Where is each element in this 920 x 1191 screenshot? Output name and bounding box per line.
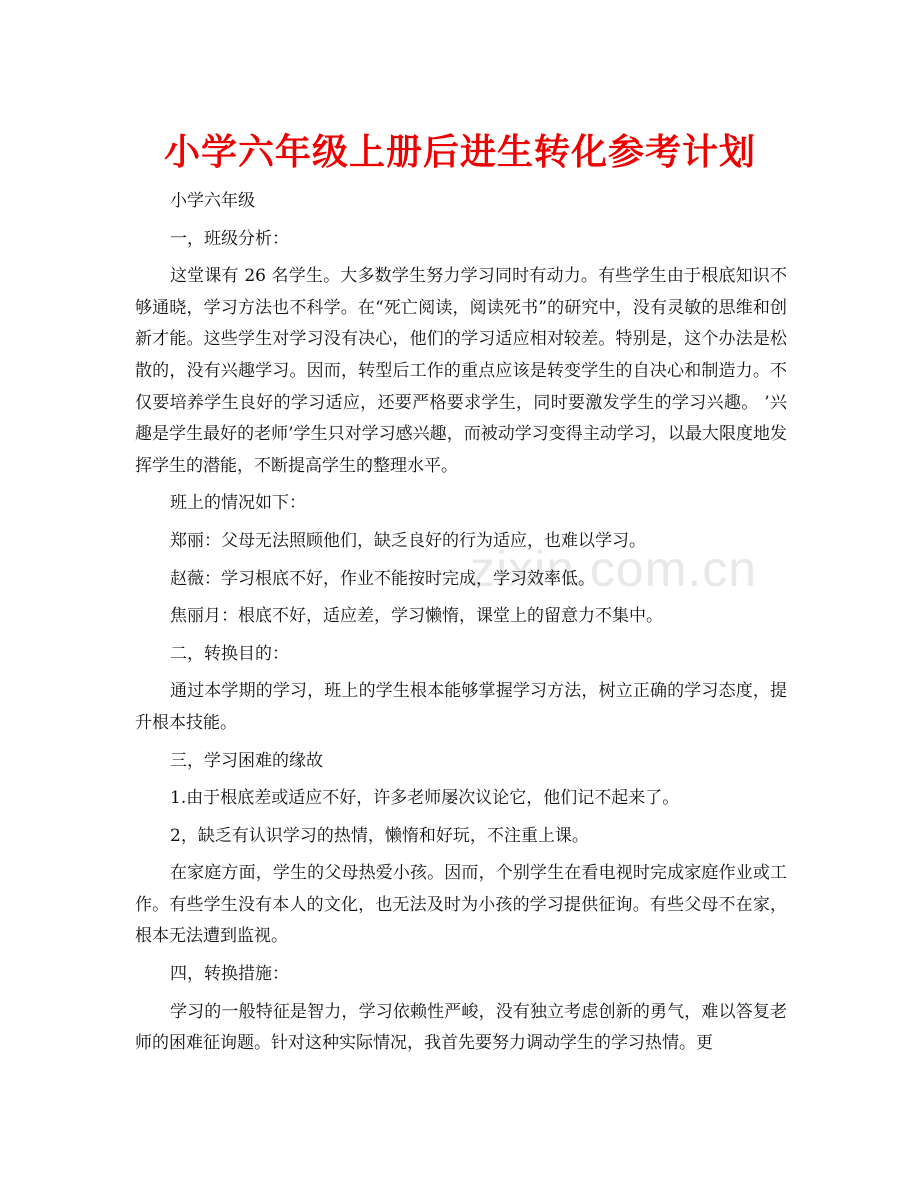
- paragraph-class-situation: 班上的情况如下：: [170, 493, 306, 514]
- paragraph-grade: 小学六年级: [170, 191, 255, 211]
- heading-learning-difficulty: 三，学习困难的缘故: [170, 750, 323, 771]
- paragraph-family: 在家庭方面，学生的父母热爱小孩。因而，个别学生在看电视时完成家庭作业或工作。有些学生没有本人的文化，也无法及时为小孩的学习提供征询。有些父母不在家，根本无法遭到监视。: [135, 863, 787, 947]
- heading-conversion-goal: 二，转换目的：: [170, 643, 289, 664]
- paragraph-student-jiao-liyue: 焦丽月：根底不好，适应差，学习懒惰，课堂上的留意力不集中。: [170, 606, 663, 627]
- paragraph-difficulty-1: 1.由于根底差或适应不好，许多老师屡次议论它，他们记不起来了。: [170, 788, 680, 809]
- paragraph-conversion-goal: 通过本学期的学习，班上的学生根本能够掌握学习方法，树立正确的学习态度，提升根本技能。: [135, 681, 787, 733]
- paragraph-conversion-measures: 学习的一般特征是智力，学习依赖性严峻，没有独立考虑创新的勇气，难以答复老师的困难征询题。针对这种实际情况，我首先要努力调动学生的学习热情。更: [135, 1001, 787, 1054]
- document-body: [135, 186, 787, 1060]
- heading-class-analysis: 一，班级分析：: [170, 228, 289, 249]
- paragraph-student-zheng-li: 郑丽：父母无法照顾他们，缺乏良好的行为适应，也难以学习。: [170, 530, 646, 551]
- heading-conversion-measures: 四，转换措施：: [170, 964, 289, 985]
- paragraph-difficulty-2: 2，缺乏有认识学习的热情，懒惰和好玩，不注重上课。: [170, 825, 589, 846]
- document-title: 小学六年级上册后进生转化参考计划: [163, 131, 756, 173]
- watermark: zixin.com.cn: [470, 541, 758, 597]
- paragraph-student-zhao-wei: 赵薇：学习根底不好，作业不能按时完成，学习效率低。: [170, 568, 595, 589]
- paragraph-class-analysis: 这堂课有 26 名学生。大多数学生努力学习同时有动力。有些学生由于根底知识不够通晓，学习方法也不科学。在“死亡阅读，阅读死书”的研究中，没有灵敏的思维和创新才能。这些学生对学习没有决心，他们的学习适应相对较差。特别是，这个办法是松散的，没有兴趣学习。因而，转型后工作的重点应该是转变学生的自决心和制造力。不仅要培养学生良好的学习适应，还要严格要求学生，同时要激发学生的学习兴趣。 ’兴趣是学生最好的老师’学生只对学习感兴趣，而被动学习变得主动学习，以最大限度地发挥学生的潜能，不断提高学生的整理水平。: [135, 266, 787, 476]
